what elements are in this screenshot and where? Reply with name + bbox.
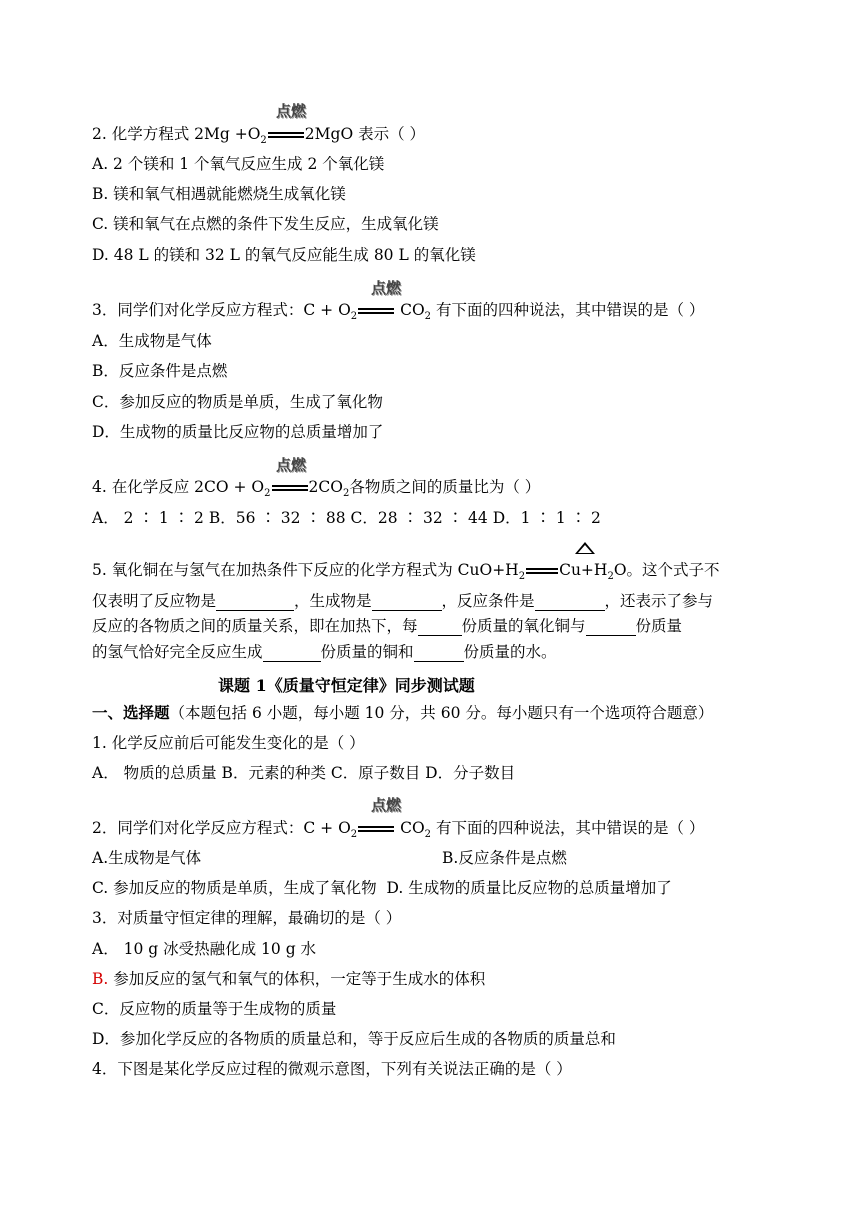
section-title: 课题 1《质量守恒定律》同步测试题 <box>218 676 475 695</box>
test-question-2-options-row-2 <box>92 878 672 898</box>
reaction-equals-sign <box>268 129 304 141</box>
condition-ignite-label: 点燃 <box>371 796 402 814</box>
test-question-2-option-b: B.反应条件是点燃 <box>442 849 567 867</box>
reaction-equals-sign <box>272 482 308 494</box>
test-question-1-options: A． 物质的总质量 B．元素的种类 C．原子数目 D．分子数目 <box>92 764 516 782</box>
test-question-1-stem: 1. 化学反应前后可能发生变化的是（ ） <box>92 734 365 752</box>
question-3-option-d: D．生成物的质量比反应物的总质量增加了 <box>92 423 384 441</box>
question-2-option-b: B. 镁和氧气相遇就能燃烧生成氧化镁 <box>92 185 346 203</box>
question-4-stem: 4. 在化学反应 $2CO + O_2$ $2CO_2$各物质之间的质量比为（ ） <box>92 478 541 499</box>
question-3-option-c: C．参加反应的物质是单质，生成了氧化物 <box>92 393 383 411</box>
question-5-line-2: 仅表明了反应物是 ，生成物是 ，反应条件是 ，还表示了参与 <box>92 592 714 610</box>
test-question-3-option-d: D．参加化学反应的各物质的质量总和，等于反应后生成的各物质的质量总和 <box>92 1030 616 1048</box>
question-2-option-d: D. 48 L 的镁和 32 L 的氧气反应能生成 80 L 的氧化镁 <box>92 246 476 264</box>
test-question-2-options-row-1 <box>92 848 772 868</box>
reaction-equals-sign <box>526 565 558 577</box>
reaction-equals-sign <box>358 823 394 835</box>
section-heading: 一、选择题（本题包括 6 小题，每小题 10 分，共 60 分。每小题只有一个选项符合题意） <box>92 703 714 722</box>
condition-ignite-label: 点燃 <box>276 456 307 474</box>
question-5-line-3: 反应的各物质之间的质量关系，即在加热下，每 份质量的氧化铜与 份质量 <box>92 617 683 635</box>
question-4-options: A． 2 ∶ 1 ∶ 2 B．56 ∶ 32 ∶ 88 C．28 ∶ 32 ∶ 44 D．1 ∶ 1 ∶ 2 <box>92 509 601 527</box>
question-2-option-c: C. 镁和氧气在点燃的条件下发生反应，生成氧化镁 <box>92 215 439 233</box>
test-question-2-option-a: A.生成物是气体 <box>92 849 202 867</box>
question-3-stem: 3．同学们对化学反应方程式：$C + O_2$ $CO_2$ 有下面的四种说法，其中错误的是（ ） <box>92 301 705 322</box>
answer-marker-b: B. <box>92 970 109 988</box>
condition-ignite-label: 点燃 <box>276 102 307 120</box>
answer-blank[interactable] <box>216 592 294 611</box>
answer-blank[interactable] <box>414 643 464 662</box>
question-3-option-a: A．生成物是气体 <box>92 332 212 350</box>
question-5-line-1: 5. 氧化铜在与氢气在加热条件下反应的化学方程式为 $CuO+H_2$ $Cu+H_2O$。这个式子不 <box>92 561 720 582</box>
test-question-3-option-b: B. 参加反应的氢气和氧气的体积，一定等于生成水的体积 <box>92 970 486 988</box>
answer-blank[interactable] <box>263 643 321 662</box>
test-question-3-option-a: A． 10 g 冰受热融化成 10 g 水 <box>92 940 317 958</box>
answer-blank[interactable] <box>372 592 442 611</box>
question-2-option-a: A. 2 个镁和 1 个氧气反应生成 2 个氧化镁 <box>92 155 385 173</box>
test-question-2-option-c: C. 参加反应的物质是单质，生成了氧化物 <box>92 879 377 897</box>
question-5-line-4: 的氢气恰好完全反应生成 份质量的铜和 份质量的水。 <box>92 643 557 661</box>
test-question-4-stem: 4．下图是某化学反应过程的微观示意图，下列有关说法正确的是（ ） <box>92 1060 572 1078</box>
answer-blank[interactable] <box>535 592 605 611</box>
answer-blank[interactable] <box>586 617 636 636</box>
test-question-2-option-d: D. 生成物的质量比反应物的总质量增加了 <box>386 879 672 897</box>
question-2-stem: 2. 化学方程式 $2Mg +O_2$ 2MgO 表示（ ） <box>92 125 426 146</box>
question-3-option-b: B．反应条件是点燃 <box>92 362 228 380</box>
condition-ignite-label: 点燃 <box>371 279 402 297</box>
answer-blank[interactable] <box>418 617 462 636</box>
heat-triangle-icon <box>575 542 595 554</box>
test-question-3-stem: 3．对质量守恒定律的理解，最确切的是（ ） <box>92 909 402 927</box>
test-question-2-stem: 2．同学们对化学反应方程式：$C + O_2$ $CO_2$ 有下面的四种说法，其中错误的是（ ） <box>92 819 705 840</box>
test-question-3-option-c: C．反应物的质量等于生成物的质量 <box>92 1000 337 1018</box>
reaction-equals-sign <box>358 305 394 317</box>
